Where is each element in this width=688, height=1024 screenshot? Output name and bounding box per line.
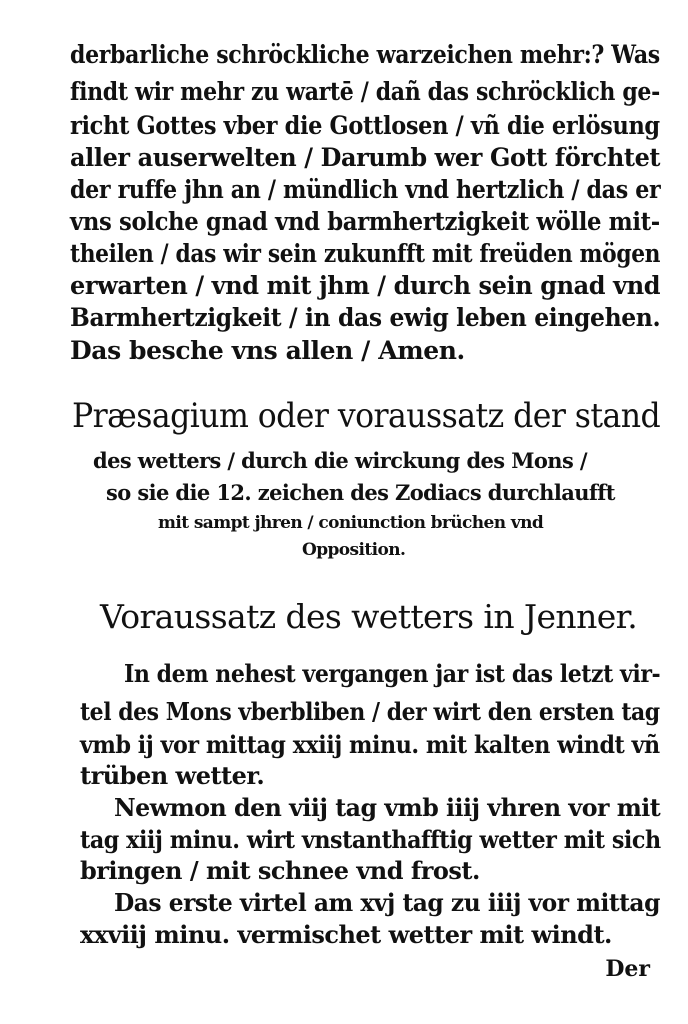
text-line: Das erste virtel am xvj tag zu iiij vor mittag [114, 888, 660, 917]
text-line: trüben wetter. [80, 761, 265, 790]
text-line: aller auserwelten / Darumb wer Gott förchtet [70, 143, 661, 172]
text-line: findt wir mehr zu wartē / dañ das schröcklich ge- [70, 77, 660, 106]
heading-line: so sie die 12. zeichen des Zodiacs durchlaufft [106, 480, 615, 505]
heading-title: Præsagium oder voraussatz der stand [72, 396, 661, 436]
text-line: Barmhertzigkeit / in das ewig leben eingehen. [70, 303, 661, 332]
text-line: vns solche gnad vnd barmhertzigkeit wölle mit- [70, 207, 660, 236]
text-line: In dem nehest vergangen jar ist das letzt vir- [124, 659, 661, 688]
text-line: tel des Mons vberbliben / der wirt den ersten tag [80, 697, 660, 726]
text-line: derbarliche schröckliche warzeichen mehr:? Was [70, 40, 660, 69]
text-line: vmb ij vor mittag xxiij minu. mit kalten windt vñ [80, 730, 660, 759]
catchword: Der [605, 956, 650, 982]
heading-line: des wetters / durch die wirckung des Mons / [93, 448, 587, 473]
heading-line: mit sampt jhren / coniunction brüchen vnd [158, 513, 544, 533]
text-line: bringen / mit schnee vnd frost. [80, 856, 480, 885]
text-line: erwarten / vnd mit jhm / durch sein gnad vnd [70, 271, 661, 300]
text-line: Newmon den viij tag vmb iiij vhren vor mit [114, 793, 661, 822]
heading-line: Opposition. [302, 540, 406, 560]
text-line: richt Gottes vber die Gottlosen / vñ die erlösung [70, 111, 660, 140]
text-line: Das besche vns allen / Amen. [70, 336, 465, 365]
heading-title: Voraussatz des wetters in Jenner. [100, 597, 638, 636]
text-line: theilen / das wir sein zukunfft mit freüden mögen [70, 239, 661, 268]
text-line: tag xiij minu. wirt vnstanthafftig wetter mit sich [80, 825, 661, 854]
text-line: der ruffe jhn an / mündlich vnd hertzlich / das er [70, 175, 661, 204]
text-line: xxviij minu. vermischet wetter mit windt. [80, 920, 612, 949]
